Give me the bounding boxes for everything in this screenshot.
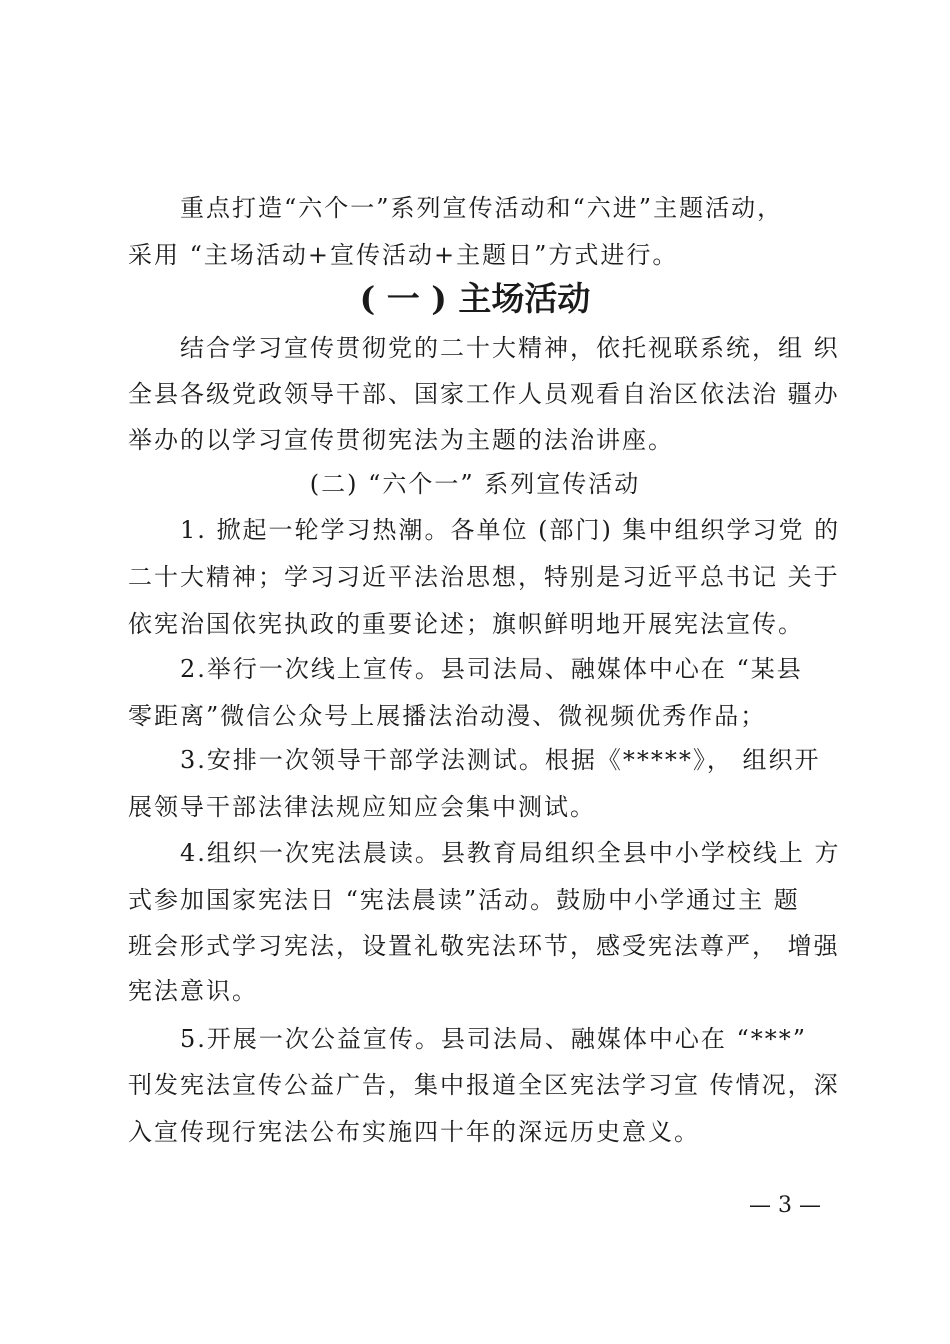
item-4-line-2: 式参加国家宪法日 “宪法晨读”活动。鼓励中小学通过主 题 bbox=[128, 886, 800, 914]
section-heading-six-ones: (二) “六个一” 系列宣传活动 bbox=[309, 470, 641, 498]
item-5-line-2: 刊发宪法宣传公益广告，集中报道全区宪法学习宣 传情况，深 bbox=[128, 1071, 840, 1099]
section1-paragraph-line-3: 举办的以学习宣传贯彻宪法为主题的法治讲座。 bbox=[128, 426, 674, 454]
item-3-line-1: 3.安排一次领导干部学法测试。根据《*****》， 组织开 bbox=[180, 746, 821, 774]
item-1-line-1: 1. 掀起一轮学习热潮。各单位 (部门) 集中组织学习党 的 bbox=[180, 516, 841, 544]
item-1-line-3: 依宪治国依宪执政的重要论述；旗帜鲜明地开展宪法宣传。 bbox=[128, 610, 804, 638]
section1-paragraph-line-2: 全县各级党政领导干部、国家工作人员观看自治区依法治 疆办 bbox=[128, 380, 840, 408]
item-2-line-2: 零距离”微信公众号上展播法治动漫、微视频优秀作品； bbox=[128, 702, 767, 730]
item-1-line-2: 二十大精神；学习习近平法治思想，特别是习近平总书记 关于 bbox=[128, 563, 840, 591]
intro-line-1: 重点打造“六个一”系列宣传活动和“六进”主题活动， bbox=[180, 194, 784, 222]
item-2-line-1: 2.举行一次线上宣传。县司法局、融媒体中心在 “某县 bbox=[180, 655, 803, 683]
intro-line-2: 采用 “主场活动+宣传活动+主题日”方式进行。 bbox=[128, 241, 679, 269]
item-5-line-1: 5.开展一次公益宣传。县司法局、融媒体中心在 “***” bbox=[180, 1025, 808, 1053]
page-number: — 3 — bbox=[749, 1193, 821, 1218]
item-4-line-4: 宪法意识。 bbox=[128, 977, 258, 1005]
item-5-line-3: 入宣传现行宪法公布实施四十年的深远历史意义。 bbox=[128, 1118, 700, 1146]
section1-paragraph-line-1: 结合学习宣传贯彻党的二十大精神，依托视联系统，组 织 bbox=[180, 334, 840, 362]
item-3-line-2: 展领导干部法律法规应知应会集中测试。 bbox=[128, 793, 596, 821]
item-4-line-3: 班会形式学习宪法，设置礼敬宪法环节，感受宪法尊严， 增强 bbox=[128, 932, 840, 960]
item-4-line-1: 4.组织一次宪法晨读。县教育局组织全县中小学校线上 方 bbox=[180, 839, 841, 867]
section-heading-main-activity: ( 一 ) 主场活动 bbox=[359, 279, 591, 318]
